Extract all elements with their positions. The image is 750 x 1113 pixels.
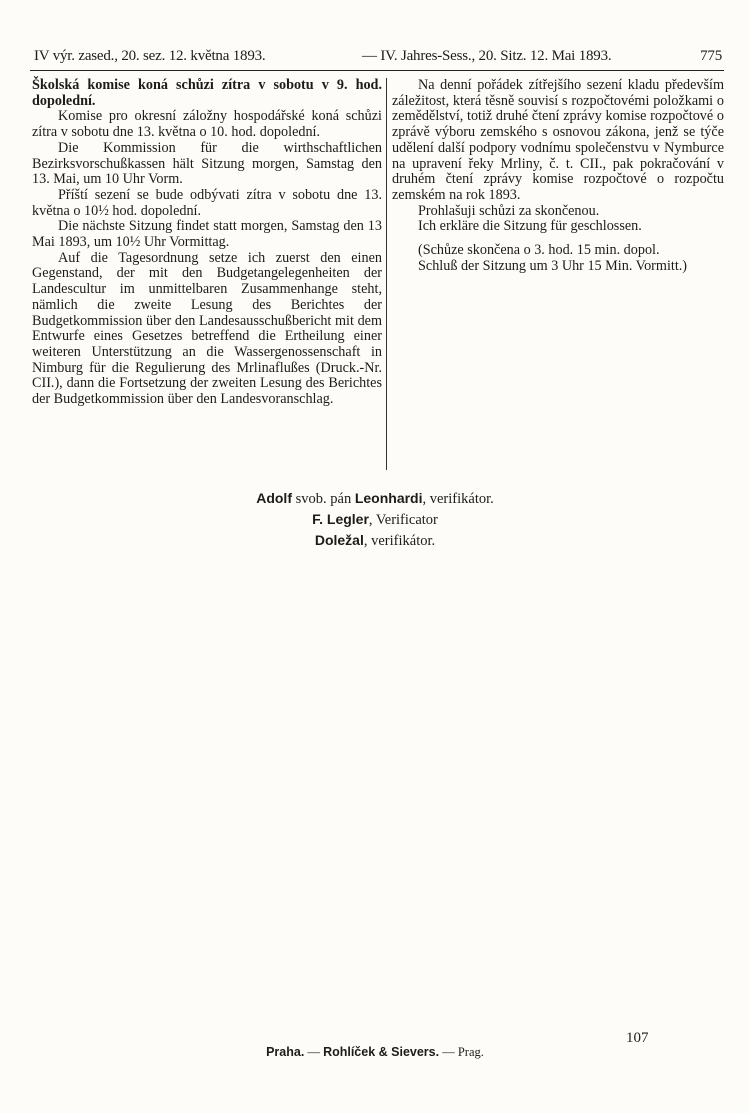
- page-header: [30, 40, 724, 71]
- signatures: [0, 488, 750, 551]
- column-divider: [386, 78, 387, 470]
- sheet-number: 107: [626, 1030, 649, 1046]
- header-czech: IV výr. zased., 20. sez. 12. května 1893.: [34, 48, 266, 64]
- paragraph: Die nächste Sitzung findet statt morgen, Samstag den 13 Mai 1893, um 10½ Uhr Vormittag.: [32, 218, 382, 251]
- right-column: [392, 78, 724, 274]
- paragraph: Školská komise koná schůzi zítra v sobotu v 9. hod. dopolední.: [32, 77, 382, 109]
- signature-line: F. Legler, Verificator: [312, 511, 438, 528]
- signature-line: Adolf svob. pán Leonhardi, verifikátor.: [256, 490, 494, 507]
- header-german: — IV. Jahres-Sess., 20. Sitz. 12. Mai 1893.: [362, 48, 612, 64]
- paragraph: Ich erkläre die Sitzung für geschlossen.: [418, 218, 642, 235]
- left-column: [32, 78, 382, 408]
- paragraph: Příští sezení se bude odbývati zítra v sobotu dne 13. května o 10½ hod. dopolední.: [32, 186, 382, 219]
- paragraph: Prohlašuji schůzi za skončenou.: [418, 202, 600, 219]
- paragraph: Die Kommission für die wirthschaftlichen Bezirksvorschußkassen hält Sitzung morgen, Samstag den 13. Mai, um 10 Uhr Vorm.: [32, 139, 382, 188]
- printer-footer: Praha. — Rohlíček & Sievers. — Prag.: [266, 1045, 484, 1059]
- paragraph: Na denní pořádek zítřejšího sezení kladu především záležitost, která těsně souvisí s rozpočtovémi položkami o zemědělství, totiž druhé čtení zprávy komise rozpočtové o zprávě výboru zemského s osnovou zákona, jenž se týče udělení další podpory vodnímu společenstvu v Nymburce na upravení řeky Mrliny, č. t. CII., pak pokračování v druhém čtení zprávy komise rozpočtové o rozpočtu zemském na rok 1893.: [392, 77, 724, 203]
- signature-line: Doležal, verifikátor.: [314, 532, 436, 549]
- paragraph: (Schůze skončena o 3. hod. 15 min. dopol.: [418, 242, 660, 259]
- paragraph: Schluß der Sitzung um 3 Uhr 15 Min. Vormitt.): [418, 257, 688, 274]
- paragraph: Auf die Tagesordnung setze ich zuerst den einen Gegenstand, der mit den Budgetangelegenheiten der Landescultur im unmittelbaren Zusammenhange steht, nämlich die zweite Lesung des Berichtes der Budgetkommission über den Landesausschußbericht mit dem Entwurfe eines Gesetzes betreffend die Ertheilung einer weiteren Unterstützung an die Wassergenossenschaft in Nimburg für die Regulierung des Mrlinaflußes (Druck.-Nr. CII.), dann die Fortsetzung der zweiten Lesung des Berichtes der Budgetkommission über den Landesvoranschlag.: [32, 249, 382, 408]
- paragraph: Komise pro okresní záložny hospodářské koná schůzi zítra v sobotu dne 13. května o 10. hod. dopolední.: [32, 108, 382, 141]
- header-page-number: 775: [700, 48, 722, 64]
